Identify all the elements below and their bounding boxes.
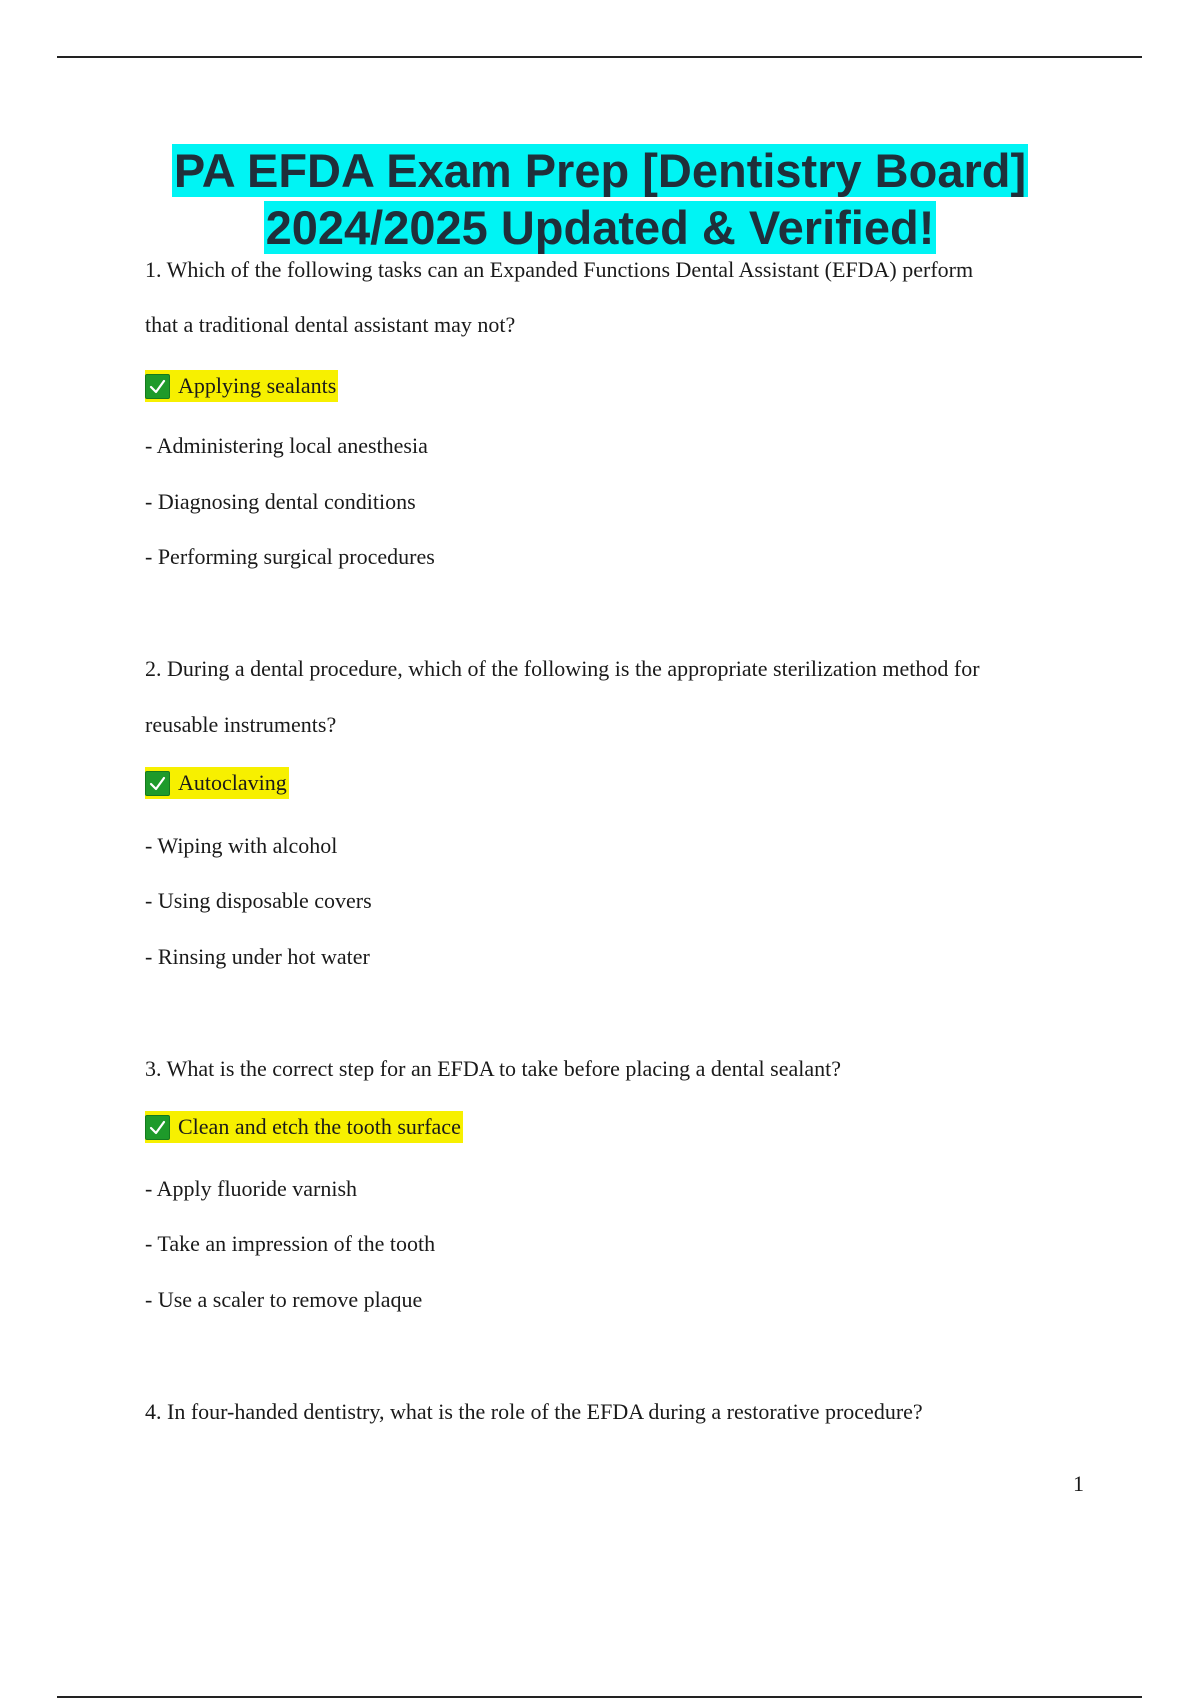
check-mark-icon bbox=[145, 1115, 170, 1140]
question-2-option: - Using disposable covers bbox=[145, 888, 372, 913]
page-number: 1 bbox=[1073, 1471, 1084, 1496]
question-3-option: - Use a scaler to remove plaque bbox=[145, 1287, 423, 1312]
correct-answer-highlight bbox=[145, 1111, 463, 1143]
question-4-text: 4. In four-handed dentistry, what is the role of the EFDA during a restorative procedure? bbox=[145, 1399, 923, 1424]
title-line-1: PA EFDA Exam Prep [Dentistry Board] bbox=[173, 144, 1027, 197]
check-mark-icon bbox=[145, 771, 170, 796]
question-2-option: - Wiping with alcohol bbox=[145, 833, 338, 858]
question-1-answer bbox=[145, 370, 338, 406]
title-line-2: 2024/2025 Updated & Verified! bbox=[265, 201, 935, 254]
document-title bbox=[0, 142, 1200, 256]
question-3-option: - Take an impression of the tooth bbox=[145, 1231, 436, 1256]
check-mark-icon bbox=[145, 374, 170, 399]
question-1-option: - Administering local anesthesia bbox=[145, 433, 428, 458]
correct-answer-highlight bbox=[145, 370, 338, 402]
answer-text: Clean and etch the tooth surface bbox=[178, 1114, 461, 1139]
question-2-option: - Rinsing under hot water bbox=[145, 944, 370, 969]
answer-text: Autoclaving bbox=[178, 770, 287, 795]
correct-answer-highlight bbox=[145, 767, 289, 799]
question-1-option: - Diagnosing dental conditions bbox=[145, 489, 416, 514]
bottom-rule bbox=[57, 1696, 1142, 1698]
question-3-text: 3. What is the correct step for an EFDA to take before placing a dental sealant? bbox=[145, 1056, 841, 1081]
question-2-text-line-2: reusable instruments? bbox=[145, 712, 337, 737]
question-1-text-line-2: that a traditional dental assistant may not? bbox=[145, 312, 516, 337]
answer-text: Applying sealants bbox=[178, 373, 337, 398]
question-2-answer bbox=[145, 767, 289, 803]
question-2-text-line-1: 2. During a dental procedure, which of the following is the appropriate sterilization method for bbox=[145, 656, 980, 681]
question-1-option: - Performing surgical procedures bbox=[145, 544, 435, 569]
question-1-text-line-1: 1. Which of the following tasks can an Expanded Functions Dental Assistant (EFDA) perform bbox=[145, 257, 974, 282]
question-3-option: - Apply fluoride varnish bbox=[145, 1176, 358, 1201]
question-3-answer bbox=[145, 1111, 463, 1147]
top-rule bbox=[57, 56, 1142, 58]
